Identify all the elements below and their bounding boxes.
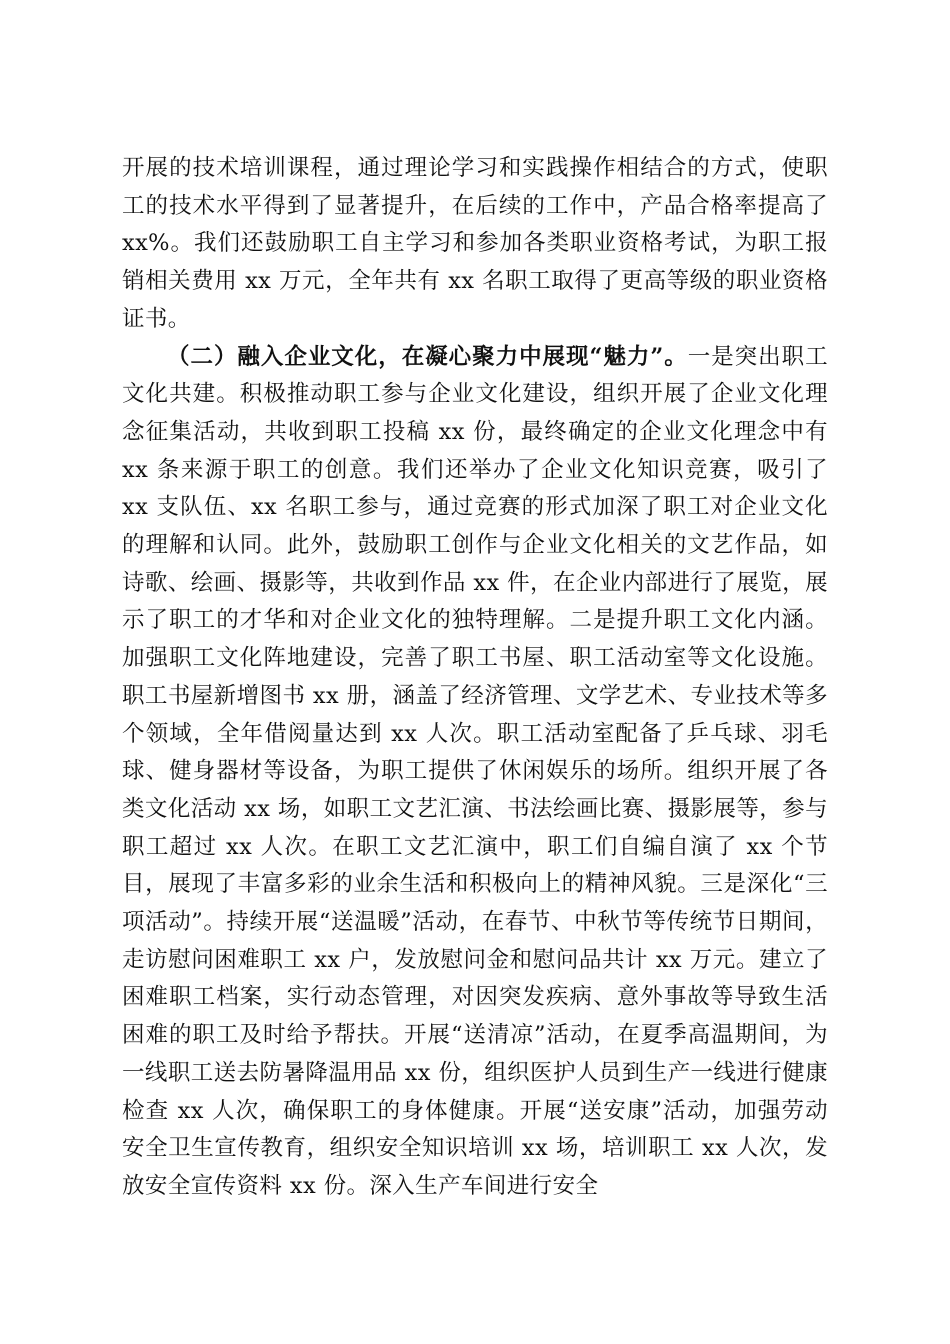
paragraph-section-two — [122, 339, 828, 1206]
document-body — [122, 150, 828, 1206]
section-body-text: 一是突出职工文化共建。积极推动职工参与企业文化建设，组织开展了企业文化理念征集活动，共收到职工投稿 xx 份，最终确定的企业文化理念中有 xx 条来源于职工的创意。我们还举办了企业文化知识竞赛，吸引了 xx 支队伍、xx 名职工参与，通过竞赛的形式加深了职工对企业文化的理解和认同。此外，鼓励职工创作与企业文化相关的文艺作品，如诗歌、绘画、摄影等，共收到作品 xx 件，在企业内部进行了展览，展示了职工的才华和对企业文化的独特理解。二是提升职工文化内涵。加强职工文化阵地建设，完善了职工书屋、职工活动室等文化设施。职工书屋新增图书 xx 册，涵盖了经济管理、文学艺术、专业技术等多个领域，全年借阅量达到 xx 人次。职工活动室配备了乒乓球、羽毛球、健身器材等设备，为职工提供了休闲娱乐的场所。组织开展了各类文化活动 xx 场，如职工文艺汇演、书法绘画比赛、摄影展等，参与职工超过 xx 人次。在职工文艺汇演中，职工们自编自演了 xx 个节目，展现了丰富多彩的业余生活和积极向上的精神风貌。三是深化“三项活动”。持续开展“送温暖”活动，在春节、中秋节等传统节日期间，走访慰问困难职工 xx 户，发放慰问金和慰问品共计 xx 万元。建立了困难职工档案，实行动态管理，对因突发疾病、意外事故等导致生活困难的职工及时给予帮扶。开展“送清凉”活动，在夏季高温期间，为一线职工送去防暑降温用品 xx 份，组织医护人员到生产一线进行健康检查 xx 人次，确保职工的身体健康。开展“送安康”活动，加强劳动安全卫生宣传教育，组织安全知识培训 xx 场，培训职工 xx 人次，发放安全宣传资料 xx 份。深入生产车间进行安全 — [122, 343, 828, 1199]
section-heading: （二）融入企业文化，在凝心聚力中展现“魅力”。 — [167, 343, 688, 370]
paragraph-continuation: 开展的技术培训课程，通过理论学习和实践操作相结合的方式，使职工的技术水平得到了显著提升，在后续的工作中，产品合格率提高了 xx%。我们还鼓励职工自主学习和参加各类职业资格考试，为职工报销相关费用 xx 万元，全年共有 xx 名职工取得了更高等级的职业资格证书。 — [122, 155, 828, 332]
